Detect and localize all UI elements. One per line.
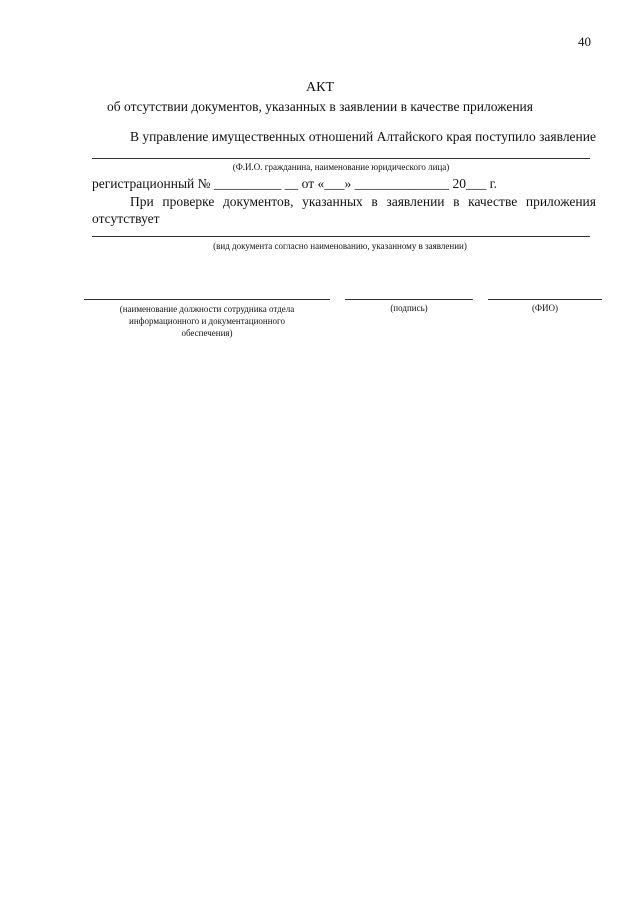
document-subtitle: об отсутствии документов, указанных в заявлении в качестве приложения (107, 99, 533, 114)
check-word: документов, (222, 194, 294, 209)
intro-word: края (446, 129, 472, 144)
registration-year: 20___ (452, 176, 487, 191)
intro-line (130, 129, 596, 145)
intro-word: управление (142, 129, 209, 144)
intro-word: Алтайского (376, 129, 443, 144)
position-caption-line: (наименование должности сотрудника отдела (119, 304, 295, 314)
check-word: в (453, 194, 460, 209)
registration-year-suffix: г. (489, 176, 498, 191)
position-caption-line: обеспечения) (181, 328, 233, 338)
position-caption-line: информационного и документационного (129, 316, 285, 326)
check-word: в (371, 194, 378, 209)
registration-from: от «___» (301, 176, 352, 191)
registration-number-blank: __________ __ (213, 176, 299, 191)
name-fill-line (488, 299, 602, 300)
signature-fill-line (345, 299, 473, 300)
registration-date-blank: ______________ (354, 176, 450, 191)
intro-word: В (130, 129, 140, 144)
document-fill-line (92, 236, 590, 237)
document-title: АКТ (306, 80, 334, 95)
position-fill-line (84, 299, 330, 300)
intro-word: поступило (475, 129, 536, 144)
intro-word: заявление (539, 129, 596, 144)
check-word: заявлении (386, 194, 445, 209)
signature-caption: (подпись) (390, 303, 428, 313)
check-word: При (130, 194, 154, 209)
check-word: проверке (162, 194, 215, 209)
check-line (130, 194, 596, 210)
name-caption: (ФИО) (531, 303, 559, 313)
registration-label: регистрационный № (92, 176, 211, 191)
intro-word: отношений (308, 129, 374, 144)
document-caption: (вид документа согласно наименованию, указанному в заявлении) (213, 241, 467, 251)
check-word: приложения (525, 194, 596, 209)
page-number: 40 (578, 34, 591, 49)
absent-text: отсутствует (92, 211, 160, 226)
check-word: качестве (468, 194, 518, 209)
intro-word: имущественных (211, 129, 306, 144)
position-caption (84, 303, 330, 339)
applicant-fill-line (92, 158, 590, 159)
check-word: указанных (302, 194, 363, 209)
registration-line (92, 176, 497, 192)
applicant-caption: (Ф.И.О. гражданина, наименование юридического лица) (232, 162, 450, 172)
